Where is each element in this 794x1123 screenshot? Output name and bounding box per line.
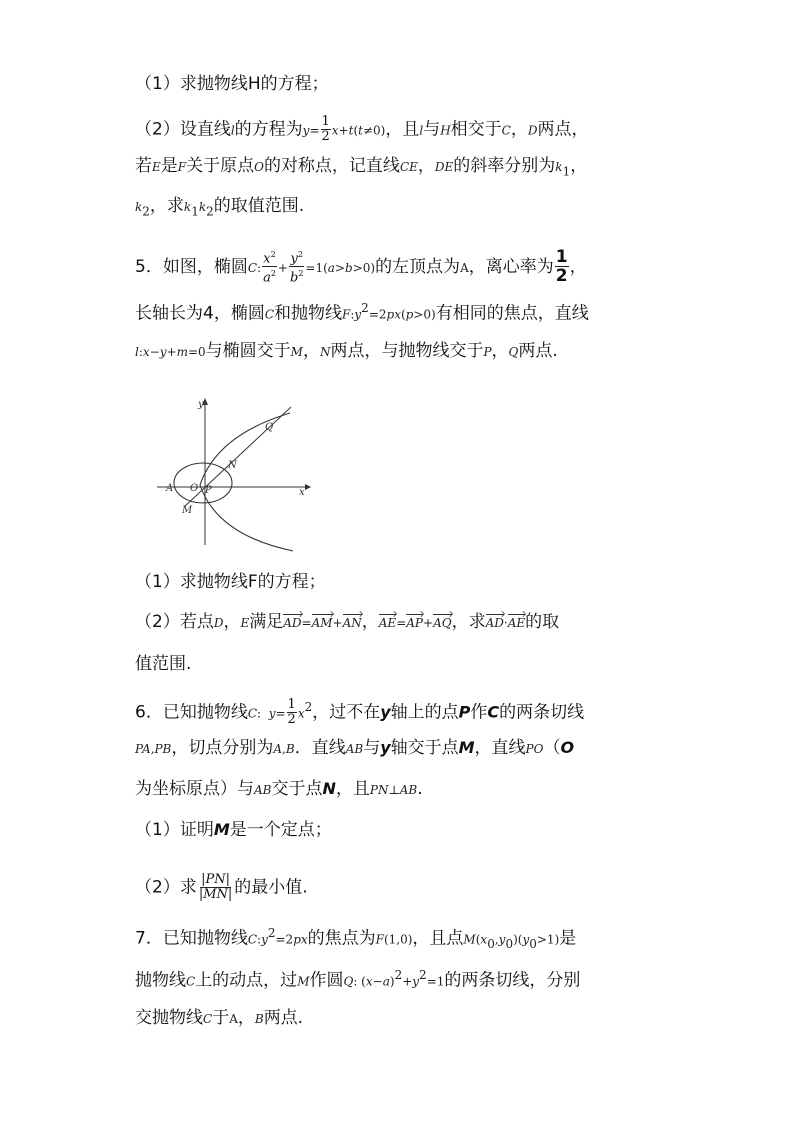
- line-l: [184, 407, 291, 507]
- label-m: M: [182, 505, 193, 516]
- p7-line2: 抛物线C上的动点，过M作圆Q: $(x-a)^2+y^2=1$的两条切线，分别: [135, 968, 581, 991]
- label-n: N: [228, 460, 237, 471]
- p5-q1: （1）求抛物线F的方程；: [135, 572, 326, 592]
- ellipse-parabola-figure: [155, 395, 315, 555]
- label-a: A: [166, 483, 174, 494]
- label-q: Q: [265, 422, 274, 433]
- eccentricity-fraction: $\frac{1}{2}$: [555, 247, 568, 287]
- p5-q2-line2: 值范围.: [135, 654, 192, 674]
- p4-q2-line3: $k_2$，求$k_1k_2$的取值范围.: [135, 196, 305, 219]
- x-axis-arrow-icon: [305, 484, 311, 490]
- label-p: P: [205, 485, 212, 496]
- p6-q1: （1）证明M是一个定点；: [135, 820, 332, 840]
- p6-intro: 6．已知抛物线C: y= $\frac{1}{2}$ $x^2$，过不在y轴上的点P作C的两条切线: [135, 697, 585, 727]
- p4-q1: （1）求抛物线H的方程；: [135, 74, 329, 94]
- p6-line2: PA,PB，切点分别为A,B．直线AB与y轴交于点M，直线PO（O: [135, 738, 575, 758]
- parabola-f: [200, 413, 293, 551]
- p4-q2-line1: （2）设直线l的方程为y= $\frac{1}{2}$ x+t(t≠0)，且l与H相交于C，D两点，: [135, 114, 589, 144]
- p6-line3: 为坐标原点）与AB交于点N，且PN⊥AB.: [135, 779, 423, 799]
- label-x: x: [299, 487, 305, 498]
- ellipse-c: [174, 463, 232, 503]
- p5-line2: 长轴长为4，椭圆C和抛物线$F:y^2=2px(p>0)$有相同的焦点，直线: [135, 301, 589, 324]
- p7-line3: 交抛物线C于A，B两点.: [135, 1008, 304, 1028]
- p5-intro: 5．如图，椭圆C: $\frac{x^2}{a^2}$ + $\frac{y^2}{b^2}$ =1(a>b>0)的左顶点为A，离心率为 $\frac{1}{2}$ ，: [135, 247, 587, 287]
- p5-line3: l:x−y+m=0与椭圆交于M，N两点，与抛物线交于P，Q两点.: [135, 341, 558, 361]
- p4-q2-line2: 若E是F关于原点O的对称点，记直线CE，DE的斜率分别为$k_1$，: [135, 156, 588, 179]
- p7-intro: 7．已知抛物线$C:y^2=2px$的焦点为F(1,0)，且点$M(x_0,y_0)(y_0>1)$是: [135, 926, 577, 952]
- label-o: O: [190, 483, 199, 494]
- p6-q2: （2）求 $\frac{|PN|}{|MN|}$ 的最小值.: [135, 872, 308, 902]
- p5-q2-line1: （2）若点D，E满足AD=AM+AN，AE=AP+AQ，求AD·AE的取: [135, 612, 560, 632]
- label-y: y: [198, 399, 204, 410]
